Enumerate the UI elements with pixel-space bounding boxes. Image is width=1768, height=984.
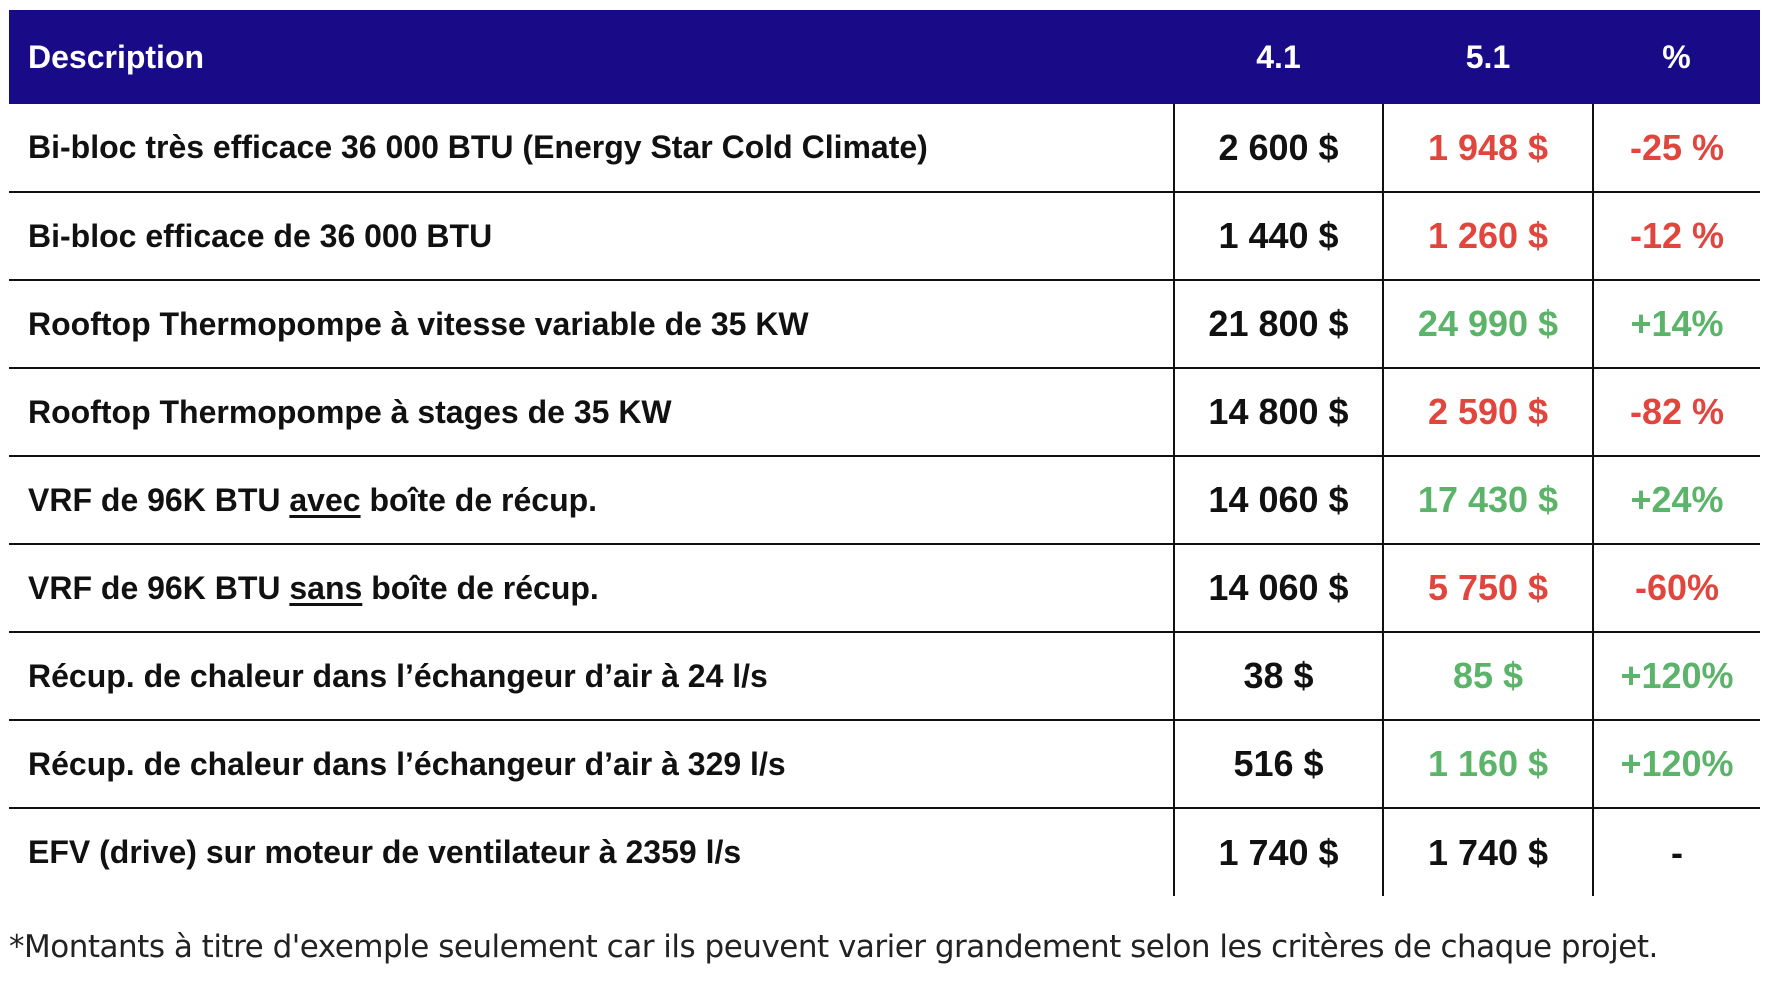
row-value-5-1: 1 948 $ bbox=[1383, 104, 1593, 192]
table-row bbox=[9, 280, 1760, 368]
row-percent-change: -60% bbox=[1593, 544, 1760, 632]
row-value-4-1: 2 600 $ bbox=[1174, 104, 1383, 192]
row-description: Rooftop Thermopompe à vitesse variable de 35 KW bbox=[28, 305, 809, 342]
row-value-5-1: 1 160 $ bbox=[1383, 720, 1593, 808]
table-row bbox=[9, 192, 1760, 280]
row-description: Récup. de chaleur dans l’échangeur d’air à 329 l/s bbox=[28, 745, 786, 782]
row-value-4-1: 516 $ bbox=[1174, 720, 1383, 808]
header-percent-change: % bbox=[1662, 38, 1691, 75]
header-version-4-1: 4.1 bbox=[1256, 38, 1301, 75]
row-value-4-1: 21 800 $ bbox=[1174, 280, 1383, 368]
row-description-prefix: VRF de 96K BTU bbox=[28, 481, 290, 518]
table-row bbox=[9, 544, 1760, 632]
row-description-emphasis: sans bbox=[289, 569, 363, 606]
row-value-4-1: 1 440 $ bbox=[1174, 192, 1383, 280]
row-description bbox=[9, 456, 1174, 544]
row-value-5-1: 24 990 $ bbox=[1383, 280, 1593, 368]
row-percent-change: - bbox=[1593, 808, 1760, 896]
header-version-5-1: 5.1 bbox=[1465, 38, 1511, 75]
row-percent-change: +24% bbox=[1593, 456, 1760, 544]
table-row bbox=[9, 720, 1760, 808]
table-row bbox=[9, 632, 1760, 720]
row-description: Récup. de chaleur dans l’échangeur d’air à 24 l/s bbox=[28, 657, 768, 694]
table-body bbox=[9, 104, 1760, 896]
row-description-emphasis: avec bbox=[289, 481, 361, 518]
row-description: Bi-bloc très efficace 36 000 BTU (Energy Star Cold Climate) bbox=[28, 129, 928, 165]
table-row bbox=[9, 104, 1760, 192]
row-description bbox=[9, 544, 1174, 632]
row-percent-change: +120% bbox=[1593, 720, 1760, 808]
header-row bbox=[9, 10, 1760, 104]
row-percent-change: -12 % bbox=[1593, 192, 1760, 280]
row-value-5-1: 2 590 $ bbox=[1383, 368, 1593, 456]
row-value-4-1: 1 740 $ bbox=[1174, 808, 1383, 896]
row-value-4-1: 14 800 $ bbox=[1174, 368, 1383, 456]
table-row bbox=[9, 808, 1760, 896]
comparison-table-container bbox=[9, 10, 1760, 896]
row-percent-change: -25 % bbox=[1593, 104, 1760, 192]
row-value-5-1: 17 430 $ bbox=[1383, 456, 1593, 544]
row-value-5-1: 1 260 $ bbox=[1383, 192, 1593, 280]
row-description-suffix: boîte de récup. bbox=[360, 481, 598, 518]
row-percent-change: -82 % bbox=[1593, 368, 1760, 456]
header-description: Description bbox=[28, 38, 205, 75]
row-percent-change: +14% bbox=[1593, 280, 1760, 368]
row-percent-change: +120% bbox=[1593, 632, 1760, 720]
row-description: Rooftop Thermopompe à stages de 35 KW bbox=[28, 393, 672, 430]
footnote: *Montants à titre d'exemple seulement car ils peuvent varier grandement selon les critères de chaque projet. bbox=[9, 929, 1658, 965]
row-description-suffix: boîte de récup. bbox=[362, 569, 599, 606]
row-value-5-1: 1 740 $ bbox=[1383, 808, 1593, 896]
table-row bbox=[9, 368, 1760, 456]
row-description: Bi-bloc efficace de 36 000 BTU bbox=[28, 217, 493, 254]
row-description: EFV (drive) sur moteur de ventilateur à 2359 l/s bbox=[28, 834, 742, 870]
table-header bbox=[9, 10, 1760, 104]
row-description-prefix: VRF de 96K BTU bbox=[28, 569, 290, 606]
row-value-4-1: 38 $ bbox=[1174, 632, 1383, 720]
row-value-5-1: 85 $ bbox=[1383, 632, 1593, 720]
row-value-5-1: 5 750 $ bbox=[1383, 544, 1593, 632]
row-value-4-1: 14 060 $ bbox=[1174, 456, 1383, 544]
row-value-4-1: 14 060 $ bbox=[1174, 544, 1383, 632]
table-row bbox=[9, 456, 1760, 544]
cost-comparison-table bbox=[9, 10, 1760, 896]
